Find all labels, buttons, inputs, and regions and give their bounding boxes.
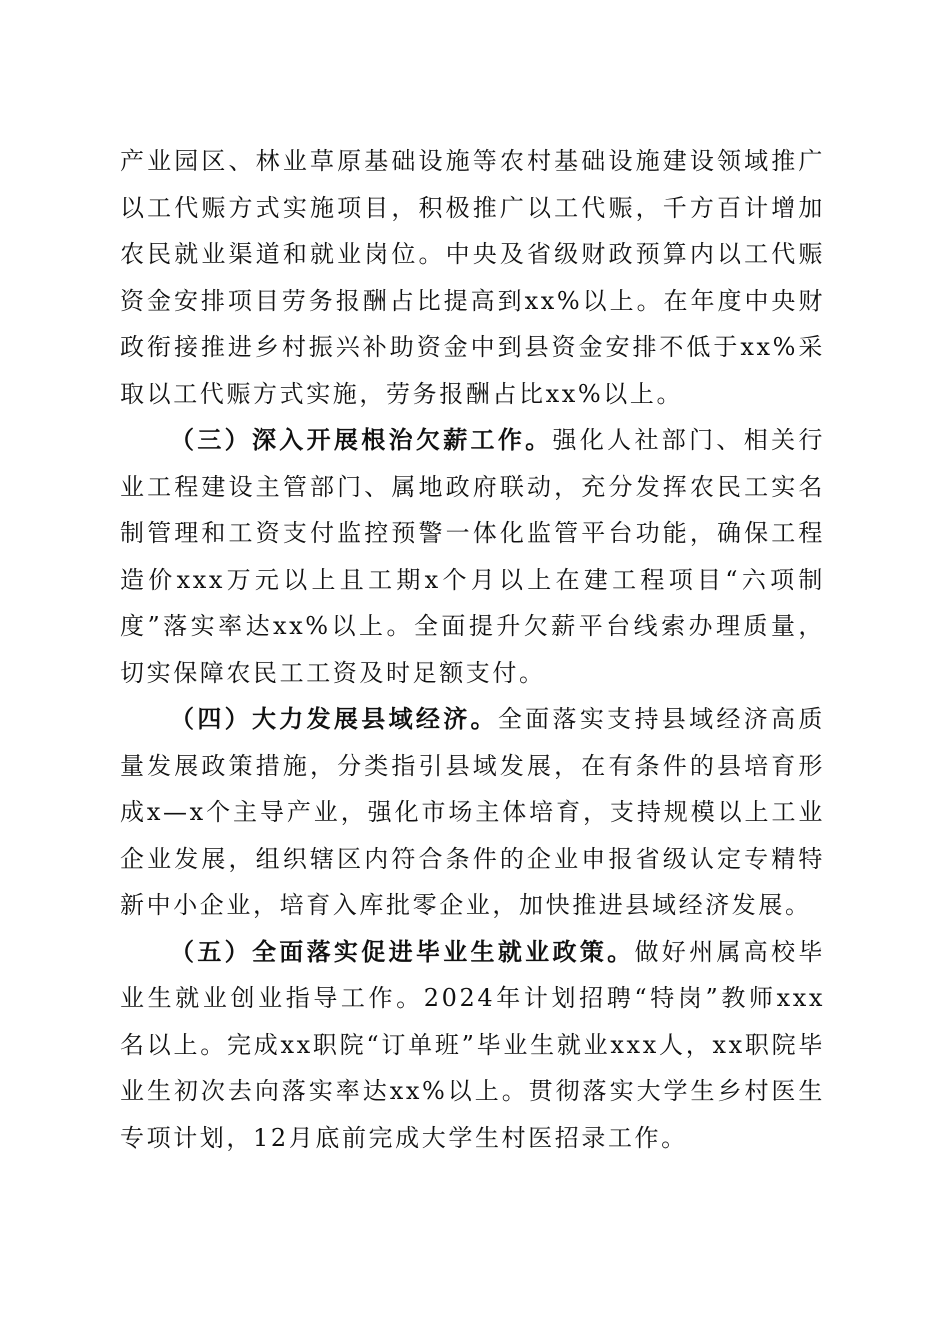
paragraph-continuation bbox=[120, 138, 825, 417]
paragraph-text: 强化人社部门、相关行业工程建设主管部门、属地政府联动，充分发挥农民工实名制管理和工资支付监控预警一体化监管平台功能，确保工程造价xxx万元以上且工期x个月以上在建工程项目“六项制度”落实率达xx%以上。全面提升欠薪平台线索办理质量，切实保障农民工工资及时足额支付。 bbox=[120, 426, 825, 687]
paragraph-text: 产业园区、林业草原基础设施等农村基础设施建设领域推广以工代赈方式实施项目，积极推广以工代赈，千方百计增加农民就业渠道和就业岗位。中央及省级财政预算内以工代赈资金安排项目劳务报酬占比提高到xx%以上。在年度中央财政衔接推进乡村振兴补助资金中到县资金安排不低于xx%采取以工代赈方式实施，劳务报酬占比xx%以上。 bbox=[120, 147, 825, 408]
paragraph-graduate-employment bbox=[120, 929, 825, 1162]
paragraph-heading: （五）全面落实促进毕业生就业政策。 bbox=[170, 936, 635, 966]
paragraph-wage-arrears bbox=[120, 417, 825, 696]
paragraph-county-economy bbox=[120, 696, 825, 929]
paragraph-heading: （三）深入开展根治欠薪工作。 bbox=[170, 425, 553, 454]
paragraph-text: 做好州属高校毕业生就业创业指导工作。2024年计划招聘“特岗”教师xxx名以上。完成xx职院“订单班”毕业生就业xxx人，xx职院毕业生初次去向落实率达xx%以上。贯彻落实大学生乡村医生专项计划，12月底前完成大学生村医招录工作。 bbox=[120, 937, 825, 1152]
paragraph-heading: （四）大力发展县域经济。 bbox=[170, 704, 498, 733]
document-body bbox=[120, 138, 825, 1161]
paragraph-text: 全面落实支持县域经济高质量发展政策措施，分类指引县域发展，在有条件的县培育形成x—x个主导产业，强化市场主体培育，支持规模以上工业企业发展，组织辖区内符合条件的企业申报省级认定专精特新中小企业，培育入库批零企业，加快推进县域经济发展。 bbox=[120, 705, 825, 919]
